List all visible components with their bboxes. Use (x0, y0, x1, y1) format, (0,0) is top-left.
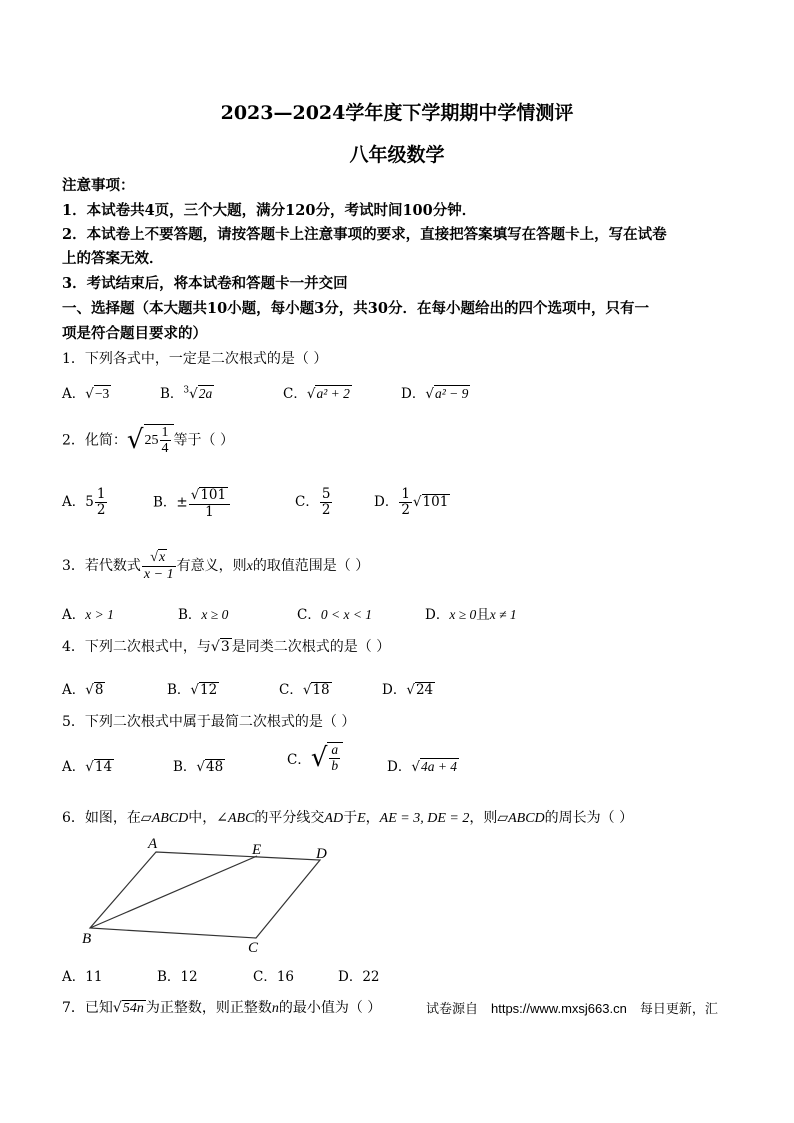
question-5-option-d: D．√4a + 4 (387, 759, 458, 775)
source-note: 试卷源自 https://www.mxsj663.cn 每日更新，汇 (426, 1001, 718, 1016)
question-3-option-c: C．0 < x < 1 (297, 607, 373, 623)
question-6-option-b: B．12 (157, 969, 198, 985)
question-5-option-a: A．√14 (62, 759, 113, 775)
question-1-option-d: D．√a² − 9 (401, 386, 469, 402)
bisector-be (90, 856, 257, 928)
section-heading-cont: 项是符合题目要求的） (62, 325, 207, 342)
label-c: C (248, 940, 259, 956)
notice-item-3: 3．考试结束后，将本试卷和答题卡一并交回 (62, 275, 348, 292)
question-4-option-d: D．√24 (382, 682, 434, 698)
option-c-expr: a² + 2 (316, 386, 350, 401)
question-2-option-a: A．5 $\frac{1}{2}$ (62, 486, 106, 518)
parallelogram-figure (80, 832, 340, 957)
option-a-label: A． (62, 386, 86, 402)
section-heading: 一、选择题（本大题共10小题，每小题3分，共30分．在每小题给出的四个选项中，只有一 (62, 300, 649, 317)
question-2-stem: 2．化简：√25 $\frac{1}{4}$ 等于（ ） (62, 425, 234, 457)
question-7-stem: 7．已知√54n 为正整数，则正整数n的最小值为（ ） (62, 1000, 382, 1016)
notice-item-2-cont: 上的答案无效． (62, 250, 164, 267)
parallelogram-abcd (90, 852, 320, 938)
question-3-option-a: A．x > 1 (62, 607, 114, 623)
question-1-options: A．√−3 (62, 386, 110, 402)
question-4-option-c: C．√18 (279, 682, 330, 698)
label-b: B (82, 931, 92, 947)
question-4-option-a: A．√8 (62, 682, 104, 698)
question-4-option-b: B．√12 (167, 682, 218, 698)
page-subtitle: 八年级数学 (349, 144, 445, 166)
question-6-option-c: C．16 (253, 969, 295, 985)
question-3-option-d: D．x ≥ 0且x ≠ 1 (425, 607, 517, 623)
option-a-expr: −3 (94, 386, 110, 401)
label-d: D (316, 846, 327, 862)
question-2-option-d: D． $\frac{1}{2}$ √101 (374, 486, 449, 518)
notice-heading: 注意事项： (62, 177, 135, 194)
question-2-option-b: B．± $\frac{√101}{1}$ (153, 487, 231, 519)
page-title: 2023—2024学年度下学期期中学情测评 (220, 102, 574, 124)
question-2-option-c: C． $\frac{5}{2}$ (295, 486, 331, 518)
question-6-stem: 6．如图，在▱ABCD中，∠ABC的平分线交AD于E，AE = 3, DE = 2，则▱ABCD的周长为（ ） (62, 810, 634, 826)
option-b-expr: 2a (198, 386, 213, 401)
option-d-expr: a² − 9 (434, 386, 469, 401)
question-5-option-b: B．√48 (173, 759, 224, 775)
notice-item-2: 2．本试卷上不要答题，请按答题卡上注意事项的要求，直接把答案填写在答题卡上，写在试卷 (62, 226, 667, 243)
question-1-stem: 1．下列各式中，一定是二次根式的是（ ） (62, 351, 328, 367)
label-a: A (148, 836, 158, 852)
question-6-option-d: D．22 (338, 969, 380, 985)
label-e: E (252, 842, 262, 858)
question-6-option-a: A．11 (62, 969, 103, 985)
question-3-stem: 3．若代数式 $\frac{√x}{x - 1}$ 有意义，则x的取值范围是（ ） (62, 550, 370, 583)
question-1-option-b: B．$^3$√2a (160, 385, 213, 402)
question-5-option-c: C．√ $\frac{a}{b}$ (287, 742, 343, 774)
notice-item-1: 1．本试卷共4页，三个大题，满分120分，考试时间100分钟． (62, 202, 477, 219)
question-3-option-b: B．x ≥ 0 (178, 607, 229, 623)
question-5-stem: 5．下列二次根式中属于最简二次根式的是（ ） (62, 714, 356, 730)
question-1-option-c: C．√a² + 2 (283, 386, 350, 402)
question-4-stem: 4．下列二次根式中，与√3 是同类二次根式的是（ ） (62, 639, 391, 655)
